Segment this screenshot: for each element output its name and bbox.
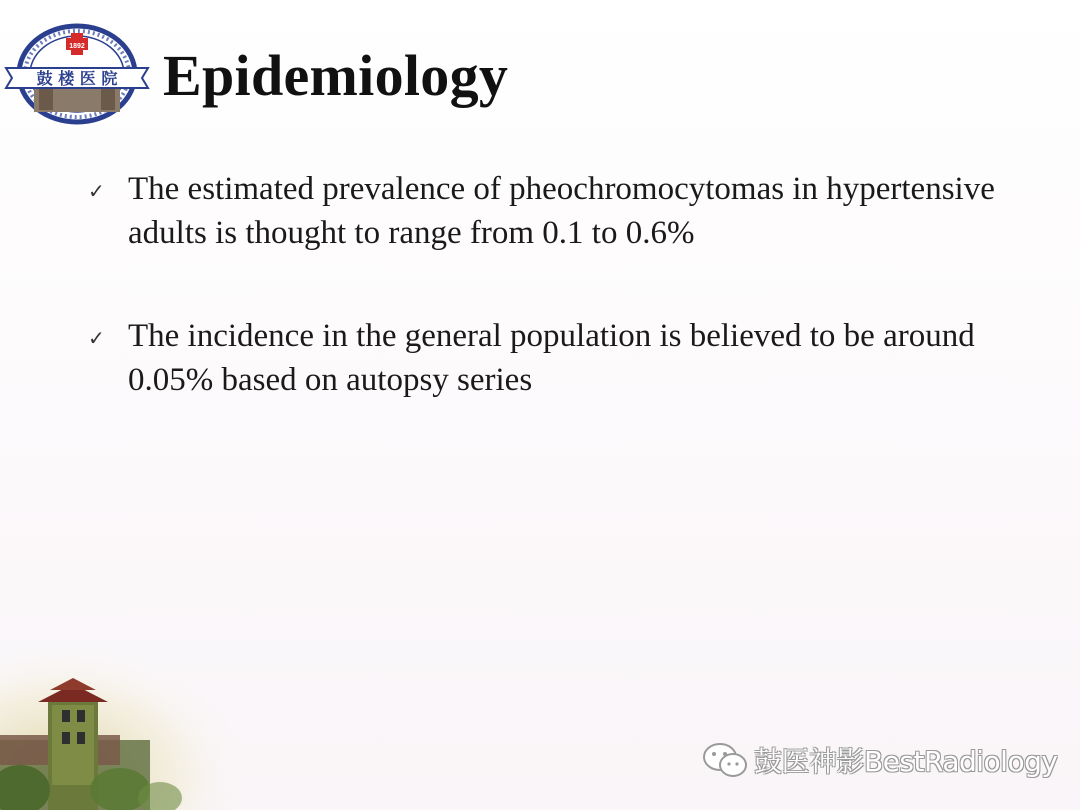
watermark-text: 鼓医神影BestRadiology	[754, 745, 1058, 778]
svg-text:鼓 楼 医 院: 鼓 楼 医 院	[36, 69, 118, 88]
svg-text:1892: 1892	[69, 43, 85, 50]
check-mark-icon: ✓	[88, 326, 105, 350]
bullet-item	[88, 167, 1018, 255]
bullet-item	[88, 314, 1018, 402]
watermark	[700, 738, 1060, 782]
slide-title: Epidemiology	[163, 43, 509, 108]
check-mark-icon: ✓	[88, 179, 105, 203]
bullet-text: The incidence in the general population is believed to be around 0.05% based on autopsy series	[128, 318, 975, 398]
wechat-icon	[700, 740, 752, 780]
drum-tower-building-image	[0, 640, 240, 810]
bullet-list	[88, 167, 1018, 402]
bullet-text: The estimated prevalence of pheochromocytomas in hypertensive adults is thought to range from 0.1 to 0.6%	[128, 171, 995, 251]
hospital-logo	[4, 20, 150, 128]
